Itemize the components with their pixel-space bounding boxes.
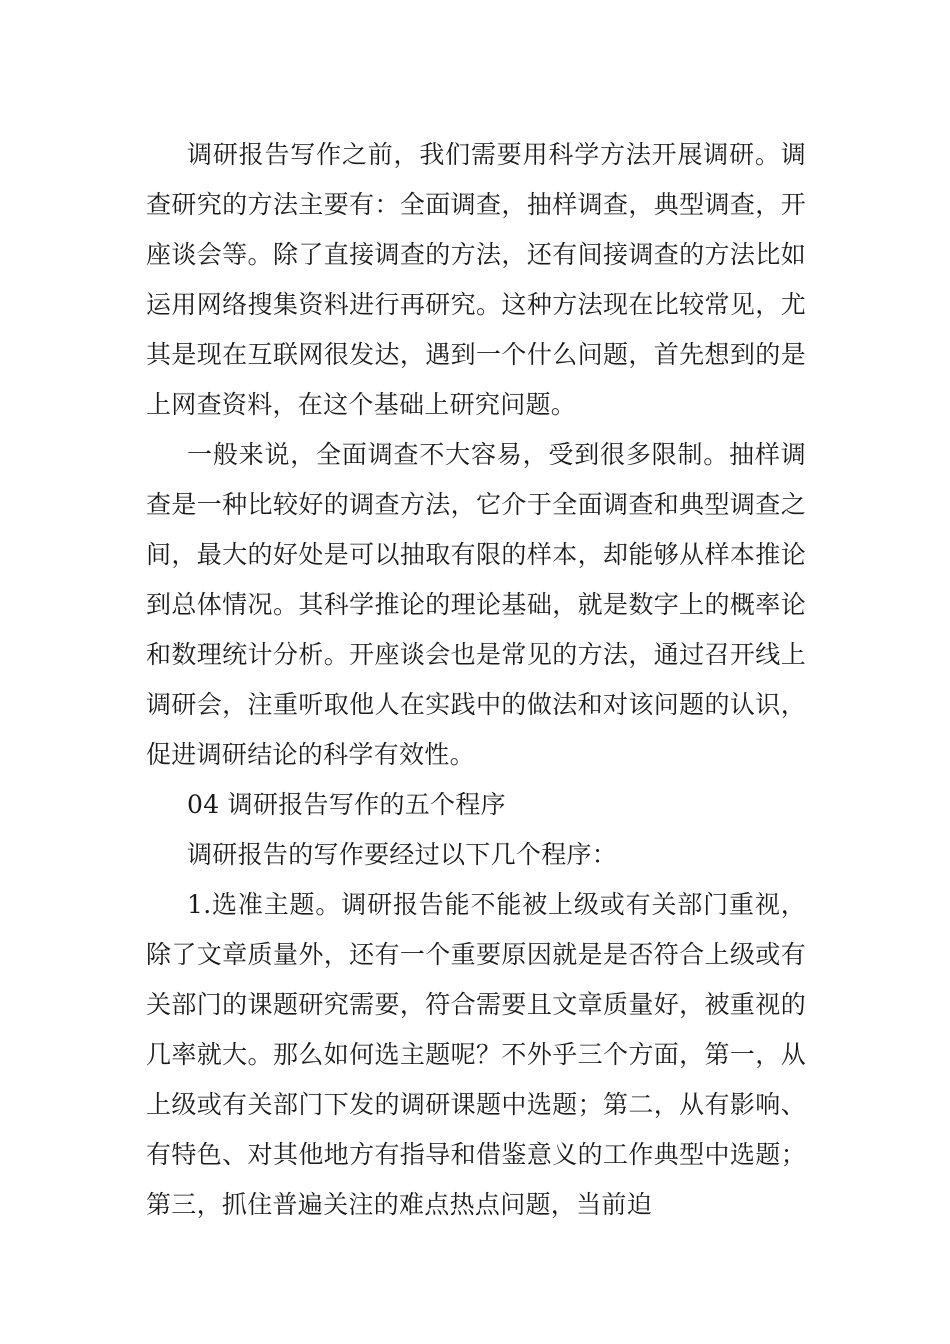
paragraph-research-methods: 调研报告写作之前，我们需要用科学方法开展调研。调查研究的方法主要有：全面调查，抽样调查，典型调查，开座谈会等。除了直接调查的方法，还有间接调查的方法比如运用网络搜集资料进行再研究。这种方法现在比较常见，尤其是现在互联网很发达，遇到一个什么问题，首先想到的是上网查资料，在这个基础上研究问题。 <box>146 140 806 419</box>
paragraph-survey-types: 一般来说，全面调查不大容易，受到很多限制。抽样调查是一种比较好的调查方法，它介于全面调查和典型调查之间，最大的好处是可以抽取有限的样本，却能够从样本推论到总体情况。其科学推论的理论基础，就是数字上的概率论和数理统计分析。开座谈会也是常见的方法，通过召开线上调研会，注重听取他人在实践中的做法和对该问题的认识，促进调研结论的科学有效性。 <box>146 440 806 769</box>
body-text <box>146 130 806 1230</box>
section-heading: 04 调研报告写作的五个程序 <box>187 790 506 819</box>
paragraph-choose-topic: 1.选准主题。调研报告能不能被上级或有关部门重视，除了文章质量外，还有一个重要原因就是是否符合上级或有关部门的课题研究需要，符合需要且文章质量好，被重视的几率就大。那么如何选主题呢？不外乎三个方面，第一，从上级或有关部门下发的调研课题中选题；第二，从有影响、有特色、对其他地方有指导和借鉴意义的工作典型中选题；第三，抓住普遍关注的难点热点问题，当前迫 <box>146 890 806 1219</box>
paragraph-procedure-intro: 调研报告的写作要经过以下几个程序： <box>187 840 618 869</box>
